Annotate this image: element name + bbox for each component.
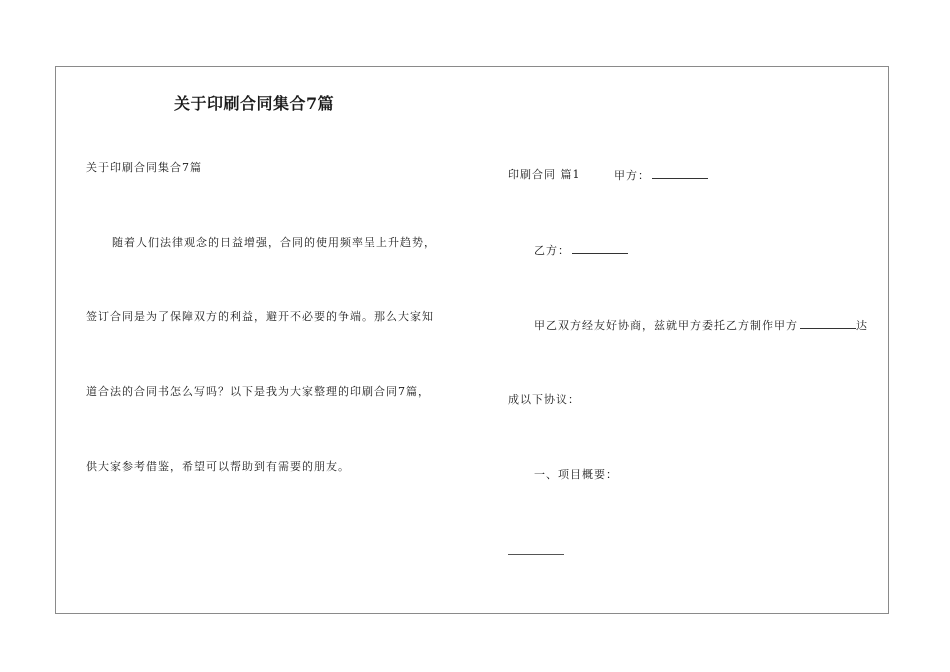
party-b-blank (572, 243, 628, 254)
page-frame (55, 66, 889, 614)
party-b-label: 乙方： (534, 244, 570, 257)
left-subtitle: 关于印刷合同集合7篇 (86, 161, 202, 174)
party-a-blank (652, 168, 708, 179)
body-line-2: 签订合同是为了保障双方的利益，避开不必要的争端。那么大家知 (86, 310, 434, 323)
agreement-line-2: 成以下协议： (508, 393, 580, 406)
document-title: 关于印刷合同集合7篇 (174, 94, 335, 113)
agreement-text-1-end: 达 (856, 319, 868, 332)
party-a-row (614, 168, 708, 183)
party-b-row (534, 243, 628, 258)
agreement-line-1 (534, 318, 868, 333)
product-blank (800, 318, 856, 329)
body-line-4: 供大家参考借鉴，希望可以帮助到有需要的朋友。 (86, 460, 350, 473)
body-line-1: 随着人们法律观念的日益增强，合同的使用频率呈上升趋势， (112, 236, 436, 249)
contract-heading-text: 印刷合同 篇1 (508, 168, 581, 181)
section-1-heading: 一、项目概要： (534, 468, 618, 481)
contract-heading (508, 168, 581, 182)
agreement-text-1: 甲乙双方经友好协商，兹就甲方委托乙方制作甲方 (534, 319, 798, 332)
party-a-label: 甲方： (614, 169, 650, 182)
body-line-3: 道合法的合同书怎么写吗？以下是我为大家整理的印刷合同7篇， (86, 385, 430, 398)
section-1-blank (508, 554, 564, 555)
